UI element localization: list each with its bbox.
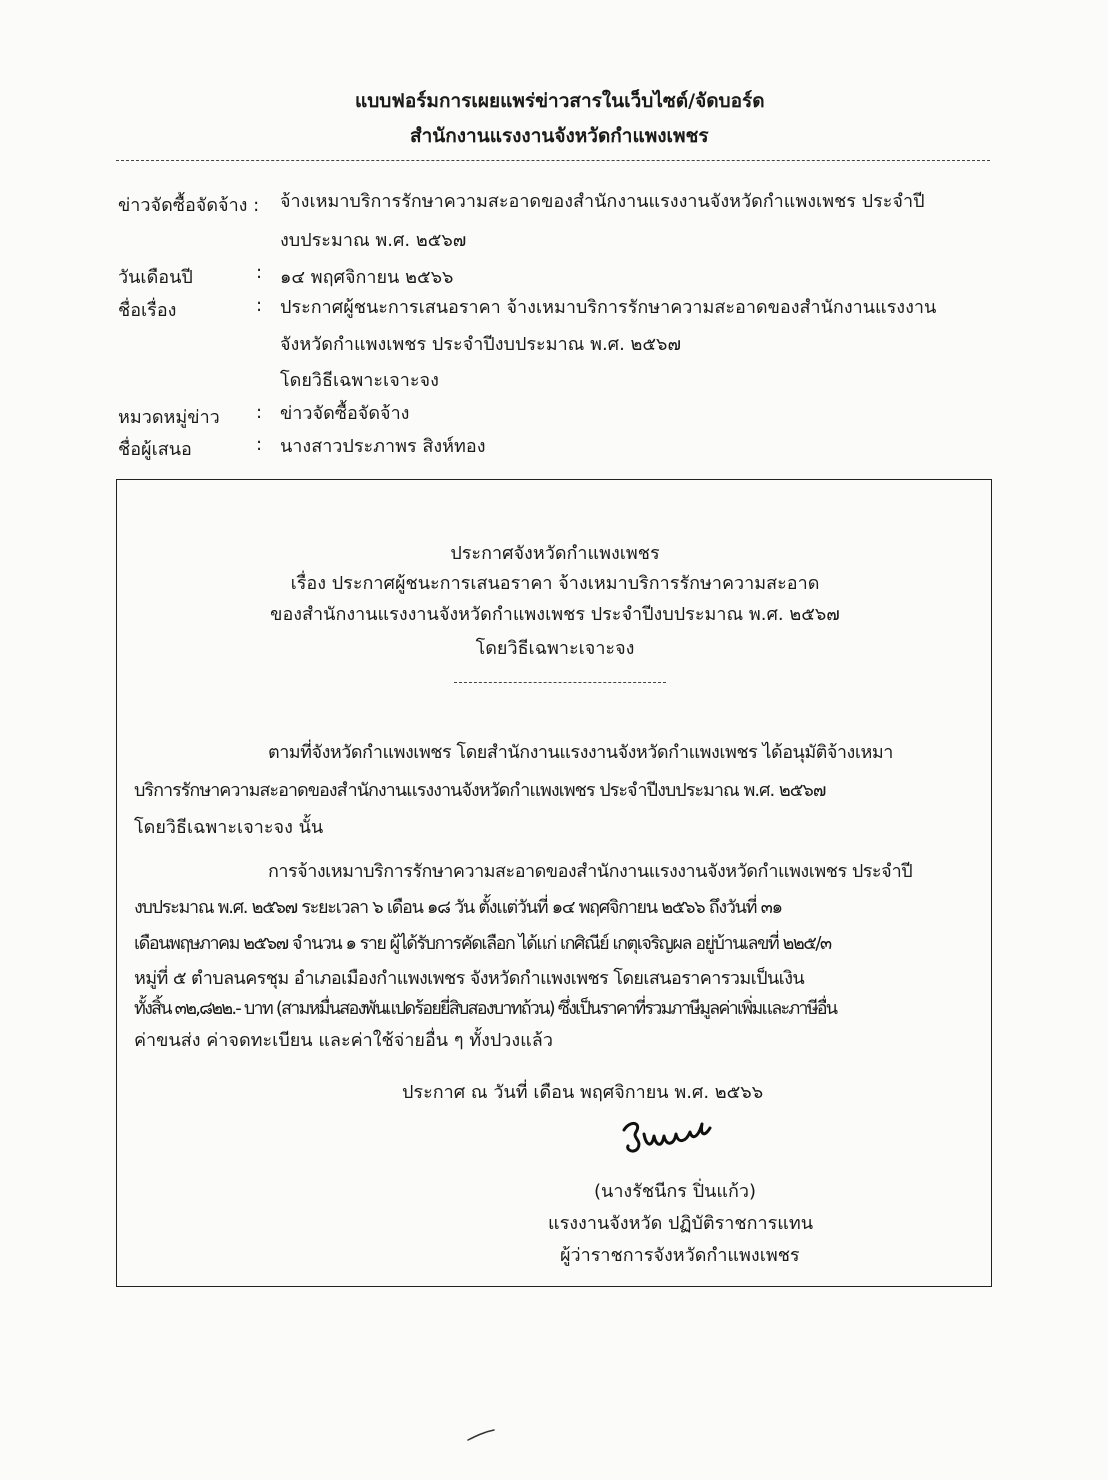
paragraph-2-line: ทั้งสิ้น ๓๒,๘๒๒.- บาท (สามหมื่นสองพันแปดร้อยยี่สิบสองบาทถ้วน) ซึ่งเป็นราคาที่รวมภาษีมูลค่าเพิ่มและภาษีอื่น	[134, 998, 837, 1019]
signer-position: แรงงานจังหวัด ปฏิบัติราชการแทน	[548, 1213, 814, 1234]
signer-position-cont: ผู้ว่าราชการจังหวัดกำแพงเพชร	[560, 1245, 800, 1266]
announcement-subject-cont: ของสำนักงานแรงงานจังหวัดกำแพงเพชร ประจำปีงบประมาณ พ.ศ. ๒๕๖๗	[270, 604, 840, 625]
date-colon: :	[256, 262, 263, 283]
proposer-label: ชื่อผู้เสนอ	[118, 439, 192, 460]
paragraph-2-line: การจ้างเหมาบริการรักษาความสะอาดของสำนักงานแรงงานจังหวัดกำแพงเพชร ประจำปี	[268, 861, 913, 882]
paragraph-2-line: เดือนพฤษภาคม ๒๕๖๗ จำนวน ๑ ราย ผู้ได้รับการคัดเลือก ได้แก่ เกศิณีย์ เกตุเจริญผล อยู่บ้านเลขที่ ๒๒๕/๓	[134, 933, 831, 954]
announcement-heading: ประกาศจังหวัดกำแพงเพชร	[450, 543, 660, 564]
announcement-subject: เรื่อง ประกาศผู้ชนะการเสนอราคา จ้างเหมาบริการรักษาความสะอาด	[290, 573, 820, 594]
paragraph-2-line: หมู่ที่ ๕ ตำบลนครชุม อำเภอเมืองกำแพงเพชร จังหวัดกำแพงเพชร โดยเสนอราคารวมเป็นเงิน	[134, 968, 805, 989]
procurement-value-cont: งบประมาณ พ.ศ. ๒๕๖๗	[280, 230, 467, 251]
signature-icon	[620, 1116, 730, 1158]
header-divider	[116, 160, 990, 161]
subject-colon: :	[256, 295, 263, 316]
procurement-value: จ้างเหมาบริการรักษาความสะอาดของสำนักงานแรงงานจังหวัดกำแพงเพชร ประจำปี	[280, 191, 925, 212]
category-value: ข่าวจัดซื้อจัดจ้าง	[280, 403, 410, 424]
announcement-method: โดยวิธีเฉพาะเจาะจง	[475, 638, 635, 659]
paragraph-1-line: โดยวิธีเฉพาะเจาะจง นั้น	[134, 817, 324, 838]
category-colon: :	[256, 402, 263, 423]
procurement-label: ข่าวจัดซื้อจัดจ้าง :	[118, 195, 260, 216]
paragraph-1-line: ตามที่จังหวัดกำแพงเพชร โดยสำนักงานแรงงานจังหวัดกำแพงเพชร ได้อนุมัติจ้างเหมา	[268, 742, 893, 763]
paragraph-2-line: งบประมาณ พ.ศ. ๒๕๖๗ ระยะเวลา ๖ เดือน ๑๘ วัน ตั้งแต่วันที่ ๑๔ พฤศจิกายน ๒๕๖๖ ถึงวันที่ ๓๑	[134, 897, 782, 918]
subject-value-cont2: โดยวิธีเฉพาะเจาะจง	[280, 370, 439, 391]
announcement-divider	[454, 682, 666, 683]
office-title: สำนักงานแรงงานจังหวัดกำแพงเพชร	[410, 125, 709, 147]
subject-label: ชื่อเรื่อง	[118, 300, 177, 321]
paragraph-1-line: บริการรักษาความสะอาดของสำนักงานแรงงานจังหวัดกำแพงเพชร ประจำปีงบประมาณ พ.ศ. ๒๕๖๗	[134, 780, 826, 801]
date-label: วันเดือนปี	[118, 267, 193, 288]
stray-mark-icon	[466, 1428, 498, 1442]
date-value: ๑๔ พฤศจิกายน ๒๕๖๖	[280, 267, 454, 288]
paragraph-2-line: ค่าขนส่ง ค่าจดทะเบียน และค่าใช้จ่ายอื่น ๆ ทั้งปวงแล้ว	[134, 1030, 553, 1051]
subject-value: ประกาศผู้ชนะการเสนอราคา จ้างเหมาบริการรักษาความสะอาดของสำนักงานแรงงาน	[280, 297, 937, 318]
category-label: หมวดหมู่ข่าว	[118, 407, 220, 428]
proposer-value: นางสาวประภาพร สิงห์ทอง	[280, 436, 486, 457]
form-title: แบบฟอร์มการเผยแพร่ข่าวสารในเว็บไซต์/จัดบอร์ด	[355, 90, 765, 112]
declaration-date: ประกาศ ณ วันที่ เดือน พฤศจิกายน พ.ศ. ๒๕๖๖	[402, 1082, 764, 1103]
signer-name: (นางรัชนีกร ปิ่นแก้ว)	[594, 1181, 757, 1202]
proposer-colon: :	[256, 434, 263, 455]
subject-value-cont1: จังหวัดกำแพงเพชร ประจำปีงบประมาณ พ.ศ. ๒๕๖๗	[280, 334, 682, 355]
